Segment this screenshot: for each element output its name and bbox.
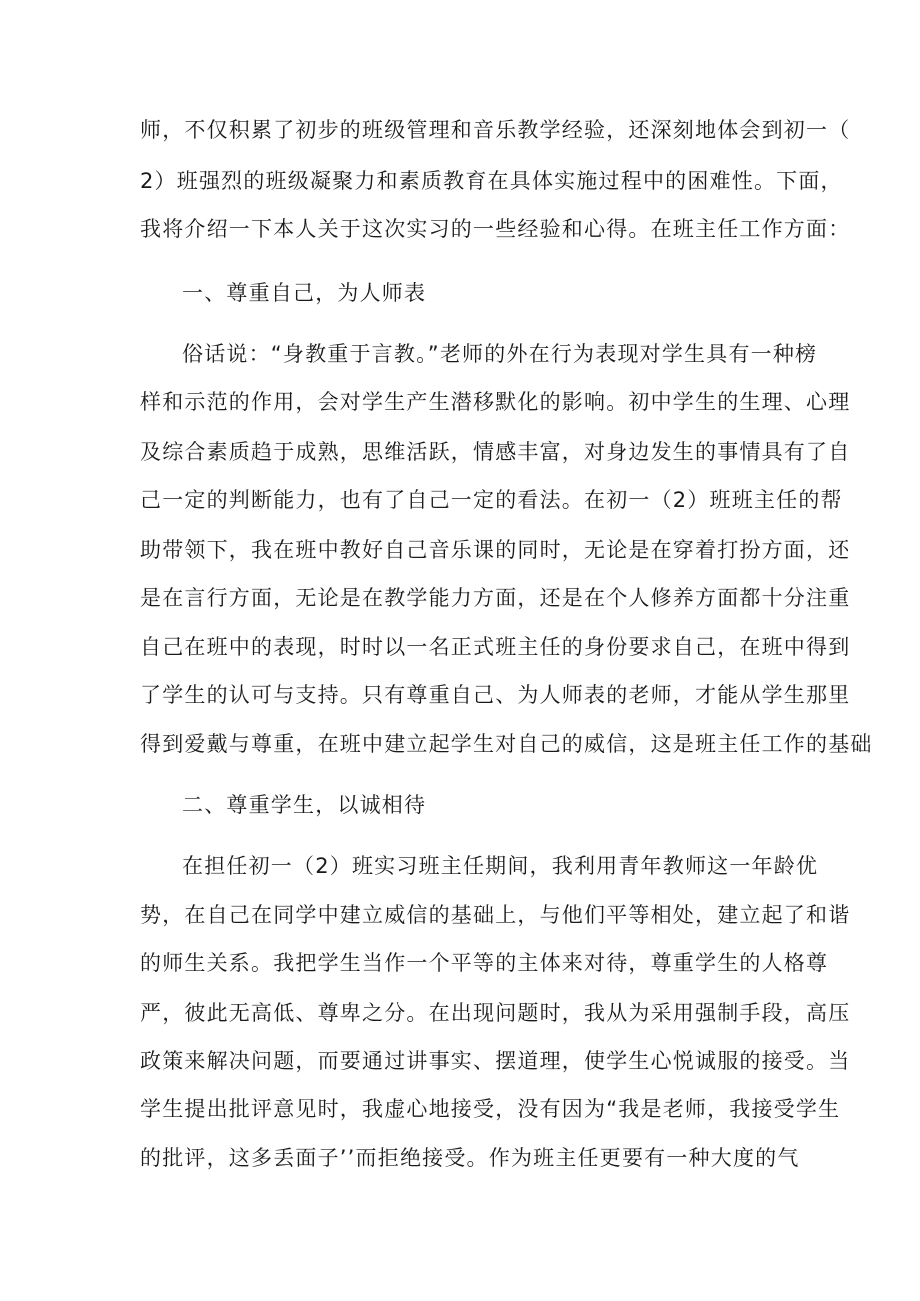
section-heading-1: 一、尊重自己，为人师表 [182,281,427,305]
text-line: 了学生的认可与支持。只有尊重自己、为人师表的老师，才能从学生那里 [140,683,851,707]
text-line: 我将介绍一下本人关于这次实习的一些经验和心得。在班主任工作方面： [140,217,851,241]
text-line: 样和示范的作用，会对学生产生潜移默化的影响。初中学生的生理、心理 [140,390,851,414]
text-line: 俗话说：“身教重于言教。”老师的外在行为表现对学生具有一种榜 [182,342,818,366]
text-line: 自己在班中的表现，时时以一名正式班主任的身份要求自己，在班中得到 [140,635,851,659]
text-line: 在担任初一（2）班实习班主任期间，我利用青年教师这一年龄优 [182,854,819,878]
text-line: 的师生关系。我把学生当作一个平等的主体来对待，尊重学生的人格尊 [140,951,829,975]
text-line: 学生提出批评意见时，我虚心地接受，没有因为“我是老师，我接受学生 [140,1097,841,1121]
text-line: 助带领下，我在班中教好自己音乐课的同时，无论是在穿着打扮方面，还 [140,538,851,562]
text-line: 政策来解决问题，而要通过讲事实、摆道理，使学生心悦诚服的接受。当 [140,1049,851,1073]
text-line: 的批评，这多丢面子’’而拒绝接受。作为班主任更要有一种大度的气 [140,1146,800,1170]
text-line: 师，不仅积累了初步的班级管理和音乐教学经验，还深刻地体会到初一（ [140,118,851,142]
text-line: 己一定的判断能力，也有了自己一定的看法。在初一（2）班班主任的帮 [140,488,843,512]
text-line: 得到爱戴与尊重，在班中建立起学生对自己的威信，这是班主任工作的基础 [140,732,873,756]
text-line: 严，彼此无高低、尊卑之分。在出现问题时，我从为采用强制手段，高压 [140,1001,851,1025]
text-line: 是在言行方面，无论是在教学能力方面，还是在个人修养方面都十分注重 [140,586,851,610]
text-line: 势，在自己在同学中建立威信的基础上，与他们平等相处，建立起了和谐 [140,903,851,927]
text-line: 2）班强烈的班级凝聚力和素质教育在具体实施过程中的困难性。下面， [140,169,843,193]
text-line: 及综合素质趋于成熟，思维活跃，情感丰富，对身边发生的事情具有了自 [140,440,851,464]
section-heading-2: 二、尊重学生，以诚相待 [182,793,427,817]
